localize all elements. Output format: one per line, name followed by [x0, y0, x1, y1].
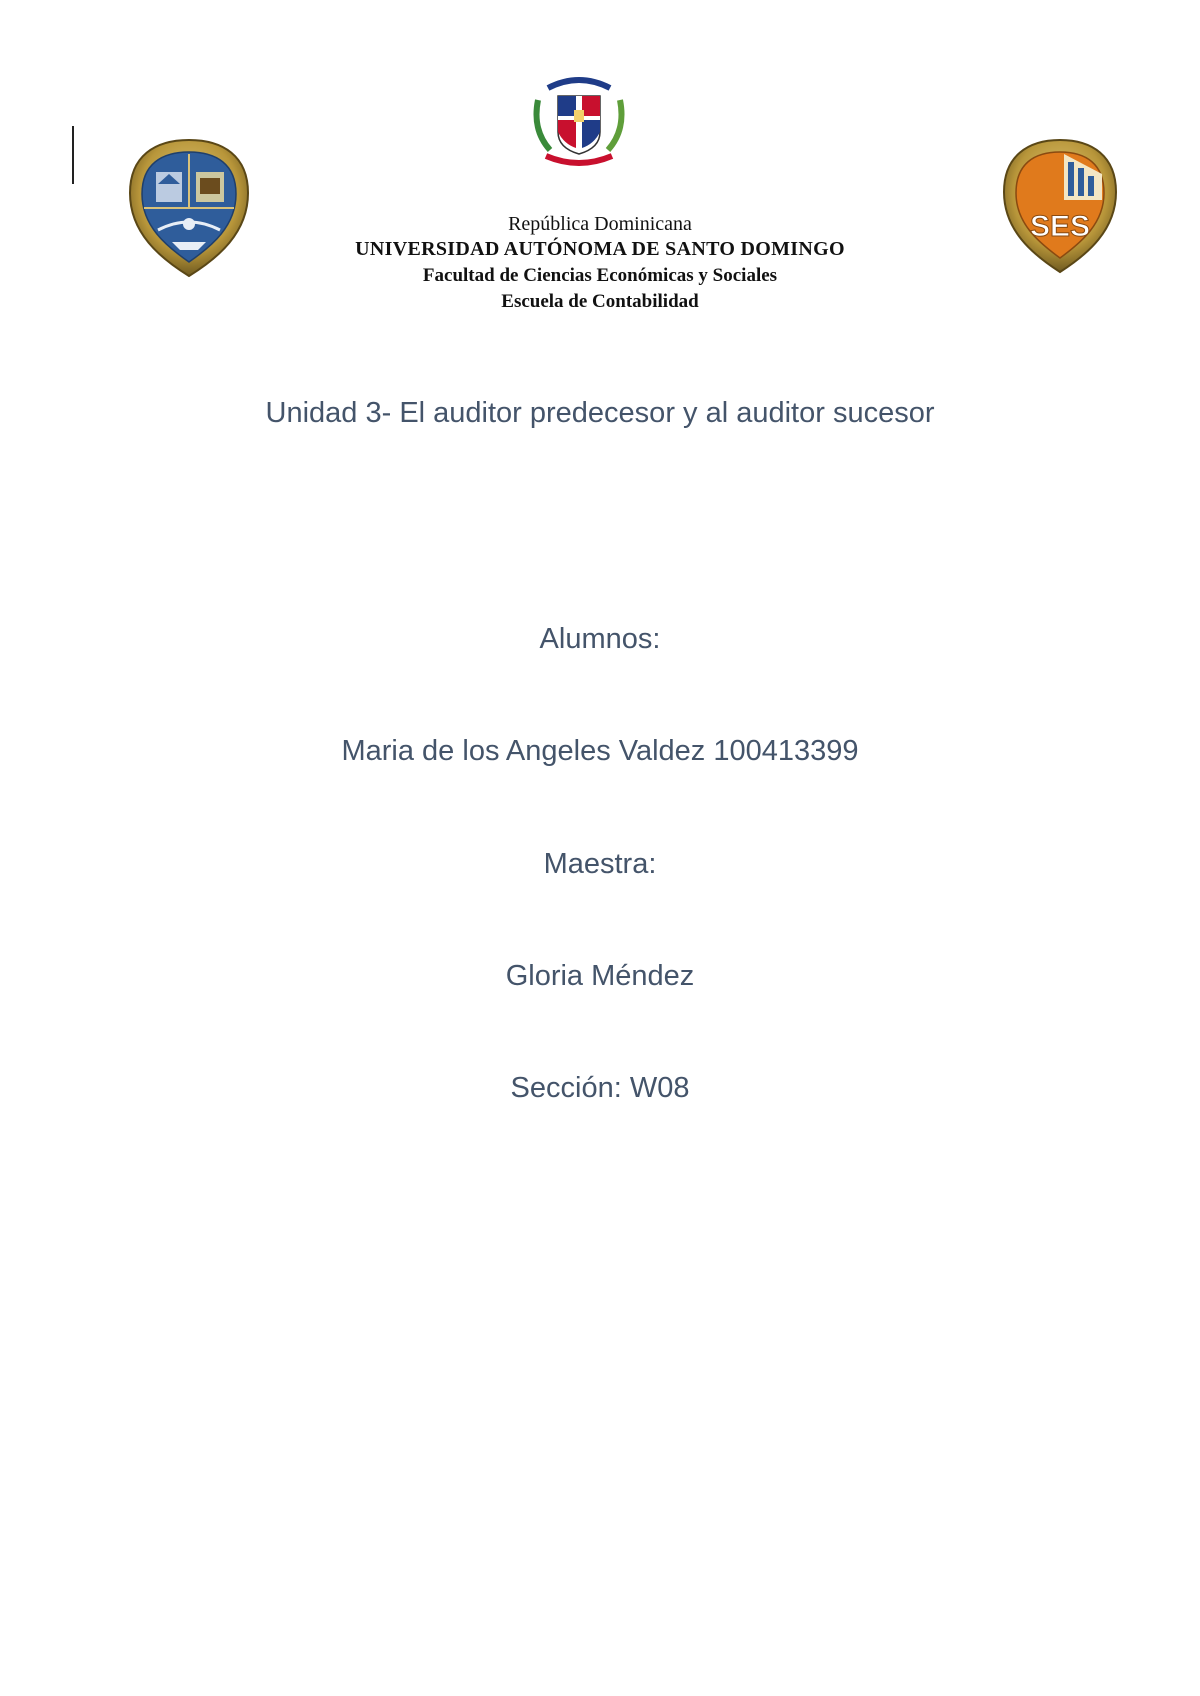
uasd-seal-icon: [128, 138, 250, 278]
ses-seal-icon: [1002, 138, 1118, 274]
ses-seal-text: SES: [1029, 210, 1091, 243]
country-name: República Dominicana: [508, 213, 692, 235]
students-label: Alumnos:: [539, 623, 661, 655]
faculty-name: Facultad de Ciencias Económicas y Sociales: [422, 265, 778, 286]
school-name: Escuela de Contabilidad: [501, 291, 699, 312]
institution-header: [250, 212, 950, 315]
section-label: Sección: W08: [510, 1072, 690, 1104]
text-cursor: [72, 126, 74, 184]
student-name: Maria de los Angeles Valdez 100413399: [341, 735, 859, 767]
university-name: UNIVERSIDAD AUTÓNOMA DE SANTO DOMINGO: [355, 238, 845, 260]
teacher-label: Maestra:: [543, 848, 657, 880]
teacher-name: Gloria Méndez: [505, 960, 695, 992]
document-title: Unidad 3- El auditor predecesor y al auditor sucesor: [265, 397, 935, 429]
dominican-coat-of-arms-icon: [528, 70, 630, 170]
